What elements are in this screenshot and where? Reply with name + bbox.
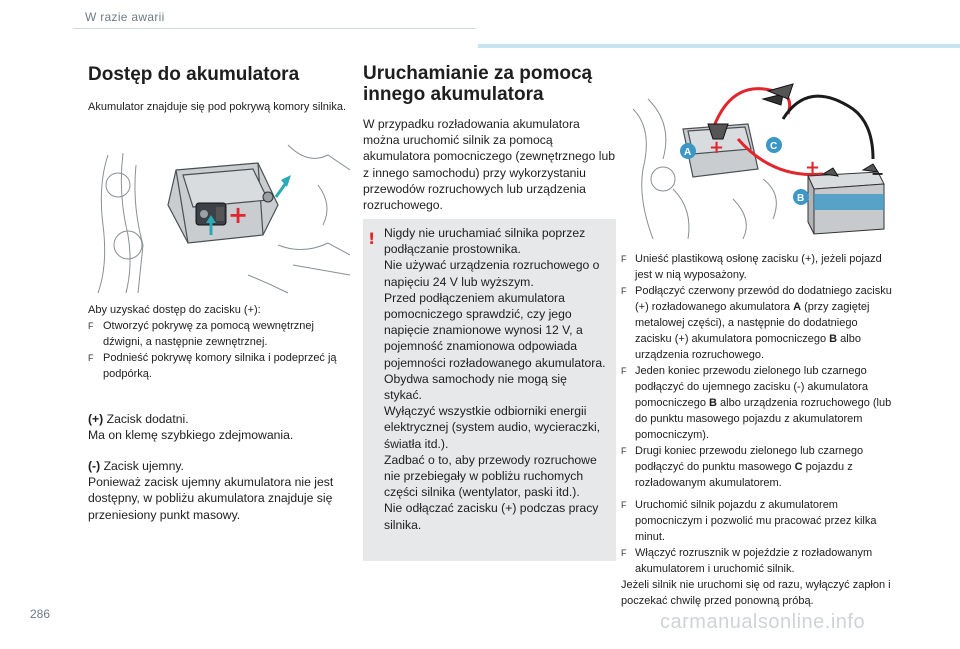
engine-compartment-illustration: [88, 125, 350, 295]
list-item: F Unieść plastikową osłonę zacisku (+), jeżeli pojazd jest w nią wyposażony.: [621, 253, 882, 281]
bullet-icon: F: [88, 321, 94, 331]
jump-start-intro: W przypadku rozładowania akumulatora można uruchomić silnik za pomocą akumulatora pomocniczego (zewnętrznego lub z innego samochodu) przy wykorzystaniu przewodów rozruchowych lub urządzenia rozruchowego.: [363, 117, 616, 213]
section-title: W razie awarii: [85, 10, 165, 24]
list-item: F Otworzyć pokrywę za pomocą wewnętrznej dźwigni, a następnie zewnętrznej.: [88, 320, 314, 348]
header-divider: [73, 28, 476, 29]
access-steps-list: [88, 302, 350, 382]
diagram-minus: −: [871, 164, 885, 183]
warning-icon: !: [368, 229, 376, 248]
bullet-icon: F: [621, 286, 627, 296]
positive-terminal-text: (+) Zacisk dodatni. Ma on klemę szybkiego zdejmowania.: [88, 412, 294, 443]
warning-text: Nigdy nie uruchamiać silnika poprzez podłączanie prostownika. Nie używać urządzenia rozruchowego o napięciu 24 V lub wyższym. Przed podłączeniem akumulatora pomocniczego sprawdzić, czy jego napięcie znamionowe wynosi 12 V, a pojemność znamionowa odpowiada pojemności rozładowanego akumulatora. Obydwa samochody nie mogą się stykać. Wyłączyć wszystkie odbiorniki energii elektrycznej (system audio, wycieraczki, światła itd.). Zadbać o to, aby przewody rozruchowe nie przebiegały w pobliżu ruchomych części silnika (wentylator, paski itd.). Nie odłączać zacisku (+) podczas pracy silnika.: [384, 226, 606, 532]
list-item: F Jeden koniec przewodu zielonego lub czarnego podłączyć do ujemnego zacisku (-) akumulatora pomocniczego B albo urządzenia rozruchowego (lub do punktu masowego pojazdu z akumulatorem pomocniczym).: [621, 365, 892, 441]
negative-terminal-text: (-) Zacisk ujemny. Ponieważ zacisk ujemny akumulatora nie jest dostępny, w pobliżu akumulatora znajduje się przeniesiony punkt masowy.: [88, 459, 334, 522]
retry-note: Jeżeli silnik nie uruchomi się od razu, wyłączyć zapłon i poczekać chwilę przed ponowną próbą.: [621, 579, 891, 607]
list-item: F Włączyć rozrusznik w pojeździe z rozładowanym akumulatorem i uruchomić silnik.: [621, 547, 873, 575]
bullet-icon: F: [88, 353, 94, 363]
jump-start-steps-list: [621, 251, 893, 609]
battery-location-text: Akumulator znajduje się pod pokrywą komory silnika.: [88, 101, 347, 113]
battery-access-heading: Dostęp do akumulatora: [88, 64, 300, 85]
svg-text:+: +: [228, 201, 249, 229]
list-item: F Drugi koniec przewodu zielonego lub czarnego podłączyć do punktu masowego C pojazdu z rozładowanym akumulatorem.: [621, 445, 864, 489]
diagram-plus-b: +: [805, 157, 821, 178]
jump-start-heading: Uruchamianie za pomocą innego akumulatora: [363, 63, 593, 105]
diagram-label-a: A: [684, 147, 692, 158]
access-intro: Aby uzyskać dostęp do zacisku (+):: [88, 304, 261, 316]
minus-label: (-): [88, 459, 101, 473]
jump-start-diagram: [633, 69, 899, 241]
diagram-plus-a: +: [709, 137, 725, 158]
bullet-icon: F: [621, 254, 627, 264]
diagram-label-c: C: [770, 141, 778, 152]
plus-label: (+): [88, 412, 104, 426]
bullet-icon: F: [621, 548, 627, 558]
list-item: F Podłączyć czerwony przewód do dodatniego zacisku (+) rozładowanego akumulatora A (przy zagiętej metalowej części), a następnie do dodatniego zacisku (+) akumulatora pomocniczego B albo urządzenia rozruchowego.: [621, 285, 892, 361]
watermark-text: carmanualsonline.info: [660, 611, 866, 633]
list-item: F Podnieść pokrywę komory silnika i podeprzeć ją podpórką.: [88, 352, 337, 380]
header-accent-bar: [478, 44, 960, 48]
list-item: F Uruchomić silnik pojazdu z akumulatorem pomocniczym i pozwolić mu pracować przez kilka minut.: [621, 499, 877, 543]
page-number: 286: [30, 607, 51, 621]
diagram-label-b: B: [797, 193, 805, 204]
bullet-icon: F: [621, 366, 627, 376]
bullet-icon: F: [621, 446, 627, 456]
bullet-icon: F: [621, 500, 627, 510]
